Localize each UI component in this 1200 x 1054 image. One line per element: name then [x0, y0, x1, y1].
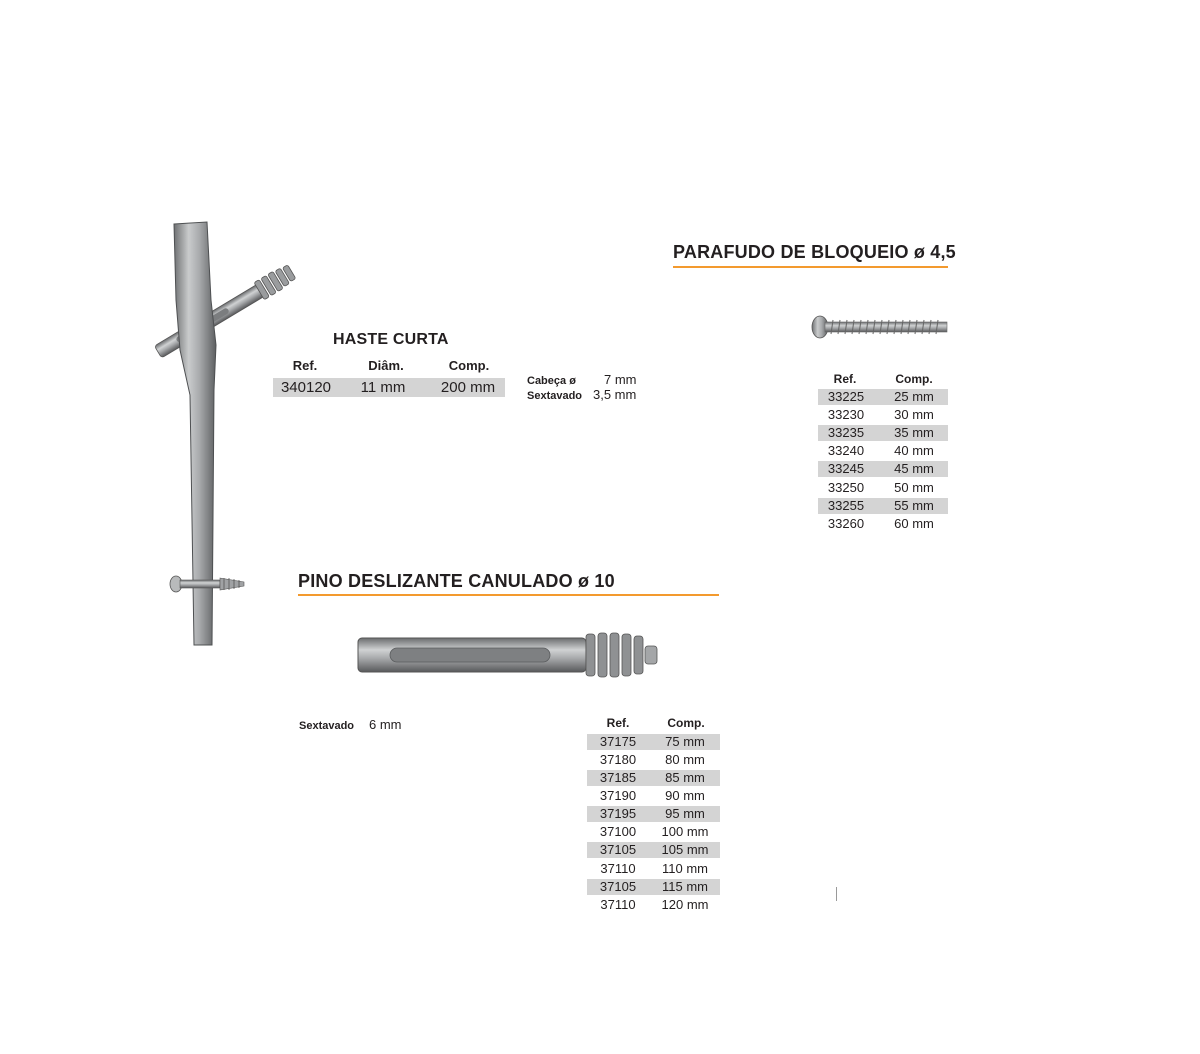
- table-row: [587, 824, 720, 840]
- pino-header-comp: Comp.: [667, 716, 705, 730]
- comp-cell: 25 mm: [894, 389, 934, 404]
- haste-spec-label-cabeca: Cabeça ø: [527, 375, 576, 387]
- table-row: [818, 443, 948, 459]
- divider-tick: [836, 887, 837, 901]
- ref-cell: 37190: [599, 788, 637, 803]
- haste-comp: 200 mm: [440, 379, 496, 396]
- locking-screw-image: [805, 308, 955, 348]
- comp-cell: 85 mm: [665, 770, 705, 785]
- table-row: [587, 752, 720, 768]
- haste-header-comp: Comp.: [448, 358, 490, 373]
- table-row: [818, 407, 948, 423]
- comp-cell: 55 mm: [894, 498, 934, 513]
- pino-title-underline: [298, 594, 719, 596]
- comp-cell: 100 mm: [661, 824, 709, 839]
- ref-cell: 33245: [827, 461, 865, 476]
- ref-cell: 37175: [599, 734, 637, 749]
- comp-cell: 60 mm: [894, 516, 934, 531]
- ref-cell: 37180: [599, 752, 637, 767]
- comp-cell: 50 mm: [894, 480, 934, 495]
- table-row: [587, 734, 720, 750]
- haste-spec-value-sextavado: 3,5 mm: [593, 387, 637, 402]
- table-row: [818, 389, 948, 405]
- comp-cell: 120 mm: [661, 897, 709, 912]
- ref-cell: 33225: [827, 389, 865, 404]
- parafuso-title: PARAFUDO DE BLOQUEIO ø 4,5: [673, 242, 956, 262]
- comp-cell: 30 mm: [894, 407, 934, 422]
- pino-spec-label: Sextavado: [299, 720, 355, 732]
- table-row: [818, 425, 948, 441]
- ref-cell: 33250: [827, 480, 865, 495]
- comp-cell: 45 mm: [894, 461, 934, 476]
- comp-cell: 105 mm: [661, 842, 709, 857]
- ref-cell: 33235: [827, 425, 865, 440]
- ref-cell: 37185: [599, 770, 637, 785]
- haste-spec-value-cabeca: 7 mm: [604, 372, 637, 387]
- comp-cell: 35 mm: [894, 425, 934, 440]
- comp-cell: 75 mm: [665, 734, 705, 749]
- table-row: [818, 516, 948, 532]
- table-row: [587, 788, 720, 804]
- pino-title: PINO DESLIZANTE CANULADO ø 10: [298, 571, 615, 591]
- haste-header-ref: Ref.: [292, 358, 318, 373]
- haste-header-diam: Diâm.: [368, 358, 404, 373]
- ref-cell: 33230: [827, 407, 865, 422]
- ref-cell: 37110: [600, 897, 636, 912]
- pino-spec-value: 6 mm: [369, 717, 402, 732]
- haste-table-row: [273, 378, 505, 397]
- table-row: [818, 480, 948, 496]
- comp-cell: 95 mm: [665, 806, 705, 821]
- table-row: [587, 842, 720, 858]
- table-row: [587, 770, 720, 786]
- comp-cell: 90 mm: [665, 788, 705, 803]
- ref-cell: 37110: [600, 861, 636, 876]
- ref-cell: 33260: [827, 516, 865, 531]
- comp-cell: 80 mm: [665, 752, 705, 767]
- table-row: [587, 861, 720, 877]
- table-row: [818, 461, 948, 477]
- sliding-pin-image: [350, 630, 670, 690]
- ref-cell: 33240: [827, 443, 865, 458]
- table-row: [587, 806, 720, 822]
- comp-cell: 40 mm: [894, 443, 934, 458]
- haste-ref: 340120: [280, 379, 332, 396]
- ref-cell: 37100: [599, 824, 637, 839]
- comp-cell: 115 mm: [662, 879, 708, 894]
- parafuso-header-ref: Ref.: [833, 372, 857, 386]
- table-row: [818, 498, 948, 514]
- haste-spec-label-sextavado: Sextavado: [527, 390, 583, 402]
- ref-cell: 37105: [599, 879, 637, 894]
- comp-cell: 110 mm: [662, 861, 708, 876]
- parafuso-header-comp: Comp.: [895, 372, 933, 386]
- ref-cell: 37105: [599, 842, 637, 857]
- haste-curta-title: HASTE CURTA: [333, 331, 449, 348]
- ref-cell: 33255: [827, 498, 865, 513]
- pino-header-ref: Ref.: [606, 716, 630, 730]
- table-row: [587, 879, 720, 895]
- ref-cell: 37195: [599, 806, 637, 821]
- table-row: [587, 897, 720, 913]
- parafuso-title-underline: [673, 266, 948, 268]
- haste-diam: 11 mm: [360, 379, 406, 396]
